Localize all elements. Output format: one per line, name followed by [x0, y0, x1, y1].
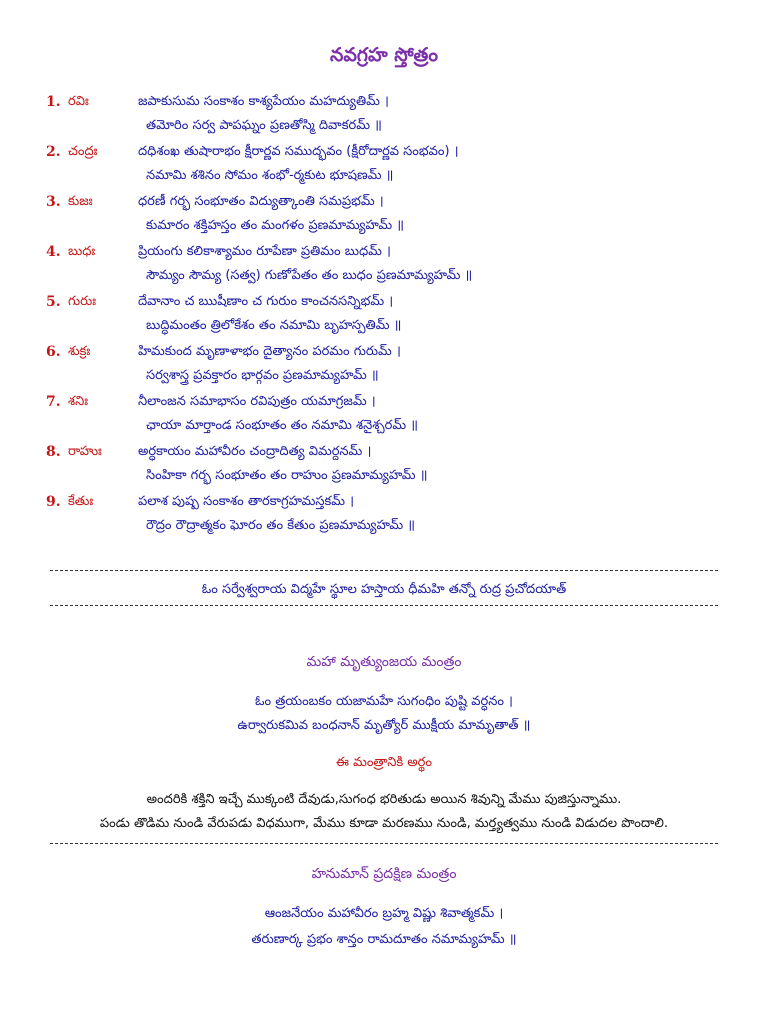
dashed-divider: [50, 605, 718, 606]
graha-verse-line: సర్వశాస్త్ర ప్రవక్తారం భార్గవం ప్రణమామ్యహమ్ ॥: [146, 368, 379, 383]
graha-verse-line: హిమకుంద మృణాళాభం దైత్యానం పరమం గురుమ్ ।: [138, 344, 401, 359]
graha-verse-line: తమోరిం సర్వ పాపఘ్నం ప్రణతోస్మి దివాకరమ్ ॥: [146, 118, 382, 133]
graha-name: కేతుః: [68, 494, 94, 509]
graha-number: 6.: [46, 344, 61, 360]
mrityunjaya-title: మహా మృత్యుంజయ మంత్రం: [306, 654, 462, 670]
graha-number: 8.: [46, 444, 61, 460]
graha-verse-line: ధరణీ గర్భ సంభూతం విద్యుత్కాంతి సమప్రభమ్ ।: [138, 194, 384, 209]
dashed-divider: [50, 843, 718, 844]
graha-name: రవిః: [68, 94, 89, 109]
graha-verse-line: నీలాంజన సమాభాసం రవిపుత్రం యమాగ్రజమ్ ।: [138, 394, 376, 409]
graha-verse-line: ప్రియంగు కలికాశ్యామం రూపేణా ప్రతిమం బుధమ్ ।: [138, 244, 391, 259]
graha-item: [0, 190, 768, 240]
gayatri-mantra: ఓం సర్వేశ్వరాయ విద్మహే స్థూల హస్తాయ ధీమహి తన్నో రుద్ర ప్రచోదయాత్: [201, 582, 567, 597]
page-title: నవగ్రహ స్తోత్రం: [330, 44, 438, 66]
graha-verse-line: బుద్ధిమంతం త్రిలోకేశం తం నమామి బృహస్పతిమ్ ॥: [146, 318, 402, 333]
graha-verse-line: నమామి శశినం సోమం శంభో-ర్మకుట భూషణమ్ ॥: [146, 168, 394, 183]
graha-item: [0, 290, 768, 340]
graha-name: శనిః: [68, 394, 89, 409]
graha-number: 3.: [46, 194, 61, 210]
graha-verse-line: సింహికా గర్భ సంభూతం తం రాహుం ప్రణమామ్యహమ్ ॥: [146, 468, 428, 483]
graha-number: 7.: [46, 394, 61, 410]
graha-number: 5.: [46, 294, 61, 310]
meaning-line: పండు తొడిమ నుండి వేరుపడు విధముగా, మేము కూడా మరణము నుండి, మర్త్యత్వము నుండి విడుదల పొందాలి.: [99, 816, 669, 831]
hanuman-line: తరుణార్క ప్రభం శాన్తం రామదూతం నమామ్యహమ్ ॥: [251, 932, 517, 947]
graha-name: రాహుః: [68, 444, 102, 459]
graha-name: శుక్రః: [68, 344, 91, 359]
graha-number: 9.: [46, 494, 61, 510]
graha-verse-line: సౌమ్యం సౌమ్య (సత్వ) గుణోపేతం తం బుధం ప్రణమామ్యహమ్ ॥: [146, 268, 473, 283]
graha-item: [0, 140, 768, 190]
graha-verse-line: ఛాయా మార్తాండ సంభూతం తం నమామి శనైశ్చరమ్ ॥: [146, 418, 418, 433]
graha-name: బుధః: [68, 244, 96, 259]
graha-verse-line: దధిశంఖ తుషారాభం క్షీరార్ణవ సముద్భవం (క్షీరోదార్ణవ సంభవం) ।: [138, 144, 459, 159]
graha-name: కుజః: [68, 194, 93, 209]
graha-number: 2.: [46, 144, 61, 160]
graha-verse-line: రౌద్రం రౌద్రాత్మకం ఘోరం తం కేతుం ప్రణమామ్యహమ్ ॥: [146, 518, 416, 533]
mrityunjaya-line: ఉర్వారుకమివ బంధనాన్ మృత్యోర్ ముక్షీయ మామృతాత్ ॥: [237, 718, 531, 733]
graha-item: [0, 90, 768, 140]
graha-name: చంద్రః: [68, 144, 98, 159]
dashed-divider: [50, 570, 718, 571]
graha-verse-line: జపాకుసుమ సంకాశం కాశ్యపేయం మహద్యుతిమ్ ।: [138, 94, 389, 109]
graha-item: [0, 340, 768, 390]
graha-item: [0, 240, 768, 290]
graha-item: [0, 490, 768, 540]
graha-verse-line: పలాశ పుష్ప సంకాశం తారకాగ్రహమస్తకమ్ ।: [138, 494, 355, 509]
meaning-title: ఈ మంత్రానికి అర్థం: [336, 755, 432, 770]
hanuman-line: ఆంజనేయం మహావీరం బ్రహ్మ విష్ణు శివాత్మకమ్ ।: [264, 906, 504, 921]
mrityunjaya-line: ఓం త్రయంబకం యజామహే సుగంధిం పుష్టి వర్ధనం ।: [255, 694, 513, 709]
graha-verse-line: కుమారం శక్తిహస్తం తం మంగళం ప్రణమామ్యహమ్ ॥: [146, 218, 405, 233]
graha-item: [0, 390, 768, 440]
meaning-line: అందరికి శక్తిని ఇచ్చే ముక్కంటి దేవుడు,సుగంధ భరితుడు అయిన శివున్ని మేము పుజిస్తున్నాము.: [146, 792, 622, 807]
graha-item: [0, 440, 768, 490]
graha-number: 4.: [46, 244, 61, 260]
graha-verse-line: దేవానాం చ ఋషీణాం చ గురుం కాంచనసన్నిభమ్ ।: [138, 294, 394, 309]
graha-verse-line: అర్ధకాయం మహావీరం చంద్రాదిత్య విమర్దనమ్ ।: [138, 444, 372, 459]
graha-name: గురుః: [68, 294, 97, 309]
navagraha-list: [0, 90, 768, 540]
hanuman-title: హనుమాన్ ప్రదక్షిణ మంత్రం: [311, 866, 457, 882]
graha-number: 1.: [46, 94, 61, 110]
